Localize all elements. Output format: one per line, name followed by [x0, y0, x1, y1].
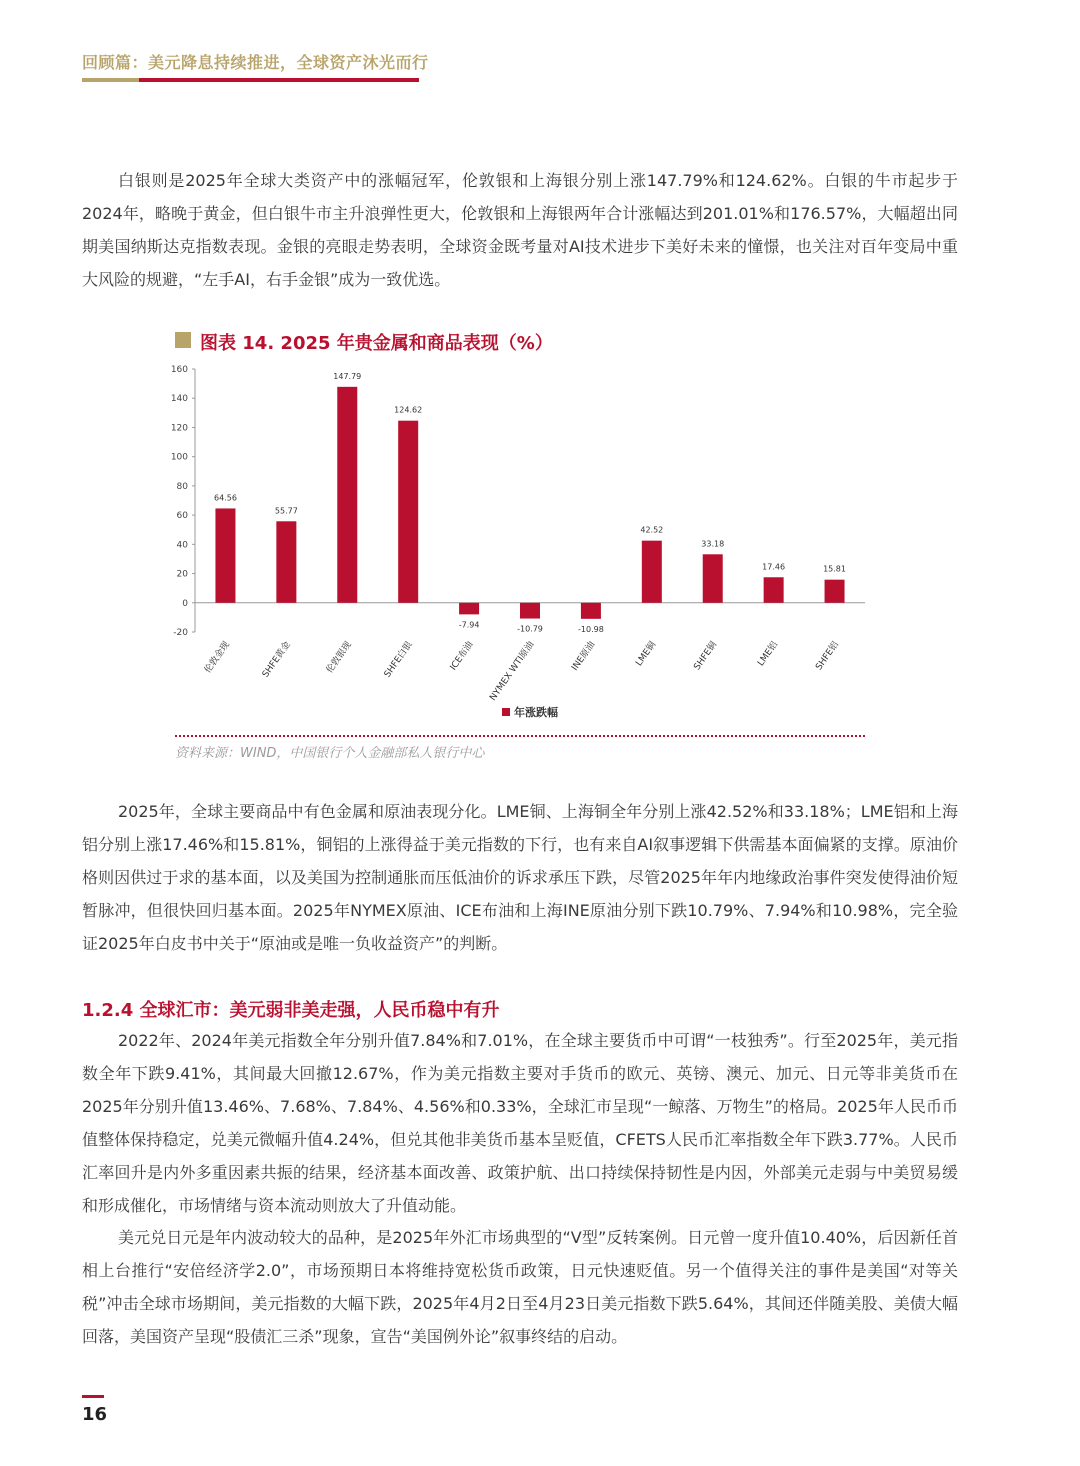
- category-label: INE原油: [570, 639, 598, 673]
- paragraph-commodities: 2025年，全球主要商品中有色金属和原油表现分化。LME铜、上海铜全年分别上涨42.52%和33.18%；LME铝和上海铝分别上涨17.46%和15.81%，铜铝的上涨得益于美元指数的下行，也有来自AI叙事逻辑下供需基本面偏紧的支撑。原油价格则因供过于求的基本面，以及美国为控制通胀而压低油价的诉求承压下跌，尽管2025年年内地缘政治事件突发使得油价短暂脉冲，但很快回归基本面。2025年NYMEX原油、ICE布油和上海INE原油分别下跌10.79%、7.94%和10.98%，完全验证2025年白皮书中关于“原油或是唯一负收益资产”的判断。: [82, 802, 958, 953]
- bar: [764, 577, 784, 603]
- y-tick-label: 0: [182, 598, 188, 609]
- category-label: SHFE白银: [382, 639, 415, 680]
- paragraph-fx-2: 美元兑日元是年内波动较大的品种，是2025年外汇市场典型的“V型”反转案例。日元曾一度升值10.40%，后因新任首相上台推行“安倍经济学2.0”，市场预期日本将维持宽松货币政策，日元快速贬值。另一个值得关注的事件是美国“对等关税”冲击全球市场期间，美元指数的大幅下跌，2025年4月2日至4月23日美元指数下跌5.64%，其间还伴随美股、美债大幅回落，美国资产呈现“股债汇三杀”现象，宣告“美国例外论”叙事终结的启动。: [82, 1228, 958, 1346]
- bar: [642, 541, 662, 603]
- bar-value-label: 33.18: [701, 539, 725, 549]
- bar: [276, 521, 296, 602]
- bar: [337, 387, 357, 603]
- bar: [215, 508, 235, 602]
- bar: [703, 554, 723, 602]
- y-tick-label: 80: [176, 481, 188, 492]
- bar-value-label: 42.52: [640, 525, 664, 535]
- header-rule-red: [139, 78, 419, 82]
- bar-value-label: -10.79: [517, 624, 543, 634]
- chart-title-marker: [175, 332, 191, 348]
- category-label: NYMEX WTI原油: [488, 639, 537, 703]
- bar: [825, 580, 845, 603]
- section-heading: 1.2.4 全球汇市：美元弱非美走强，人民币稳中有升: [82, 1000, 500, 1021]
- category-label: SHFE黄金: [260, 639, 293, 680]
- category-label: 伦敦金现: [203, 639, 232, 676]
- bar-value-label: -7.94: [458, 620, 480, 630]
- bar-value-label: 17.46: [762, 562, 786, 572]
- bar: [581, 603, 601, 619]
- bar-value-label: 55.77: [274, 506, 298, 516]
- y-tick-label: 140: [170, 394, 188, 405]
- bar-value-label: 124.62: [394, 405, 423, 415]
- bar: [520, 603, 540, 619]
- bar-value-label: 64.56: [214, 493, 237, 503]
- y-tick-label: 160: [170, 365, 188, 375]
- header-title: 回顾篇：美元降息持续推进，全球资产沐光而行: [82, 53, 429, 72]
- legend-swatch: [502, 708, 510, 716]
- page-number: 16: [82, 1404, 108, 1425]
- category-label: 伦敦银现: [324, 639, 354, 676]
- category-label: ICE布油: [448, 639, 476, 673]
- y-tick-label: 100: [170, 452, 188, 463]
- bar-chart: [160, 360, 880, 730]
- bar-value-label: 147.79: [333, 371, 362, 381]
- y-tick-label: 120: [170, 423, 188, 434]
- category-label: SHFE铝: [814, 639, 842, 673]
- chart-divider: [175, 735, 865, 737]
- category-label: LME铜: [634, 639, 659, 669]
- page-number-rule: [82, 1395, 104, 1398]
- y-tick-label: -20: [173, 628, 188, 638]
- chart-title: 图表 14. 2025 年贵金属和商品表现（%）: [200, 333, 553, 354]
- legend-label: 年涨跌幅: [514, 706, 558, 719]
- paragraph-silver: 白银则是2025年全球大类资产中的涨幅冠军，伦敦银和上海银分别上涨147.79%和124.62%。白银的牛市起步于2024年，略晚于黄金，但白银牛市主升浪弹性更大，伦敦银和上海银两年合计涨幅达到201.01%和176.57%，大幅超出同期美国纳斯达克指数表现。金银的亮眼走势表明，全球资金既考量对AI技术进步下美好未来的憧憬，也关注对百年变局中重大风险的规避，“左手AI，右手金银”成为一致优选。: [82, 171, 958, 289]
- category-label: SHFE铜: [692, 639, 720, 673]
- bar-value-label: -10.98: [578, 624, 604, 634]
- y-tick-label: 40: [176, 540, 188, 551]
- y-tick-label: 20: [176, 569, 188, 580]
- source-note: 资料来源：WIND，中国银行个人金融部私人银行中心: [175, 746, 485, 761]
- bar-value-label: 15.81: [823, 564, 846, 574]
- category-label: LME铝: [756, 639, 781, 669]
- paragraph-fx-1: 2022年、2024年美元指数全年分别升值7.84%和7.01%，在全球主要货币中可谓“一枝独秀”。行至2025年，美元指数全年下跌9.41%，其间最大回撤12.67%，作为美元指数主要对手货币的欧元、英镑、澳元、加元、日元等非美货币在2025年分别升值13.46%、7.68%、7.84%、4.56%和0.33%，全球汇市呈现“一鲸落、万物生”的格局。2025年人民币币值整体保持稳定，兑美元微幅升值4.24%，但兑其他非美货币基本呈贬值，CFETS人民币汇率指数全年下跌3.77%。人民币汇率回升是内外多重因素共振的结果，经济基本面改善、政策护航、出口持续保持韧性是内因，外部美元走弱与中美贸易缓和形成催化，市场情绪与资本流动则放大了升值动能。: [82, 1031, 958, 1215]
- y-tick-label: 60: [176, 511, 188, 522]
- header-rule-gold: [82, 78, 139, 82]
- bar: [398, 421, 418, 603]
- bar: [459, 603, 479, 615]
